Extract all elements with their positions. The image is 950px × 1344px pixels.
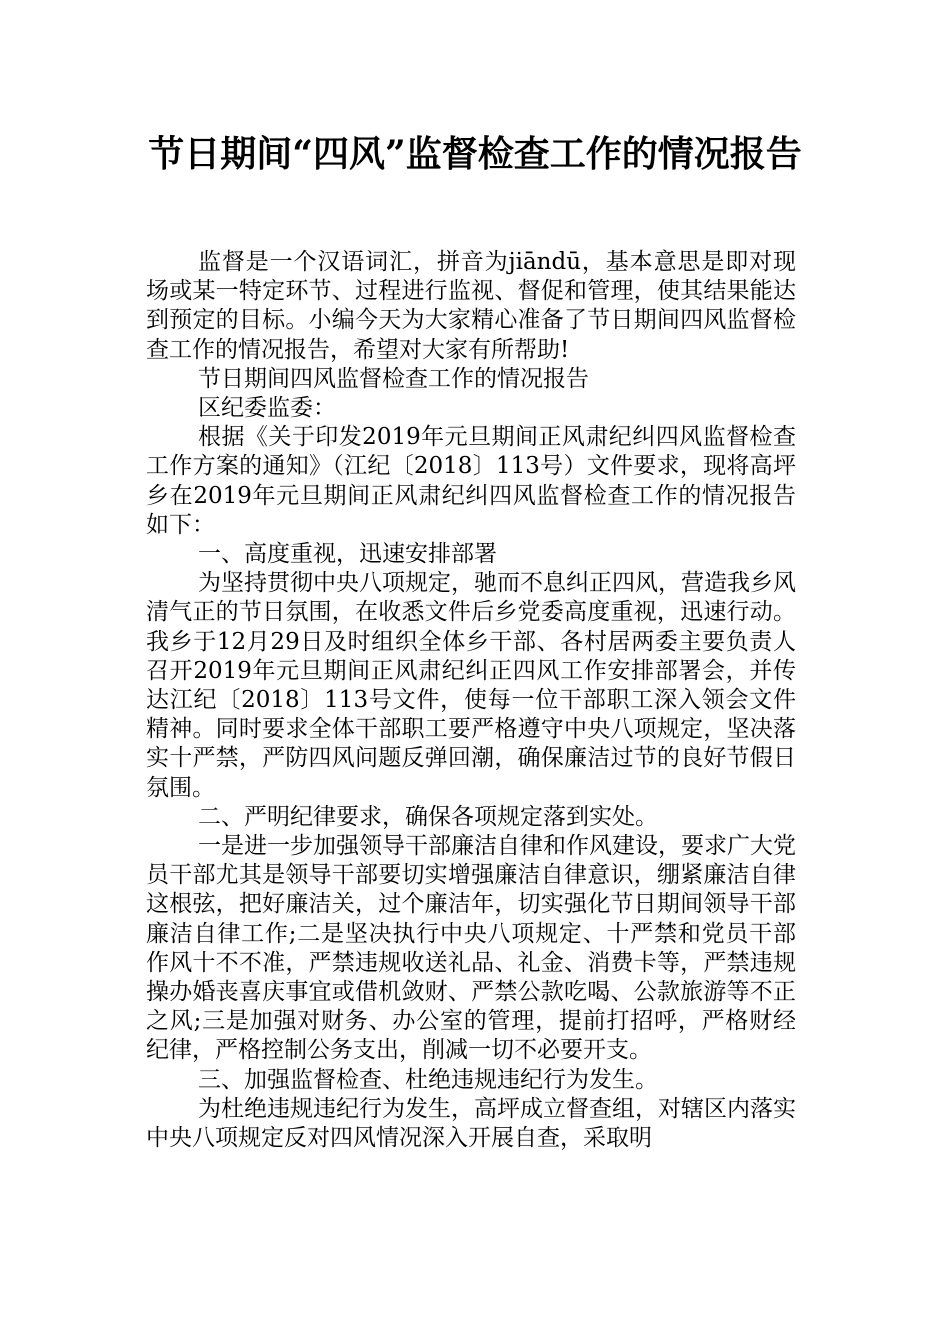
- paragraph-section-2: 一是进一步加强领导干部廉洁自律和作风建设，要求广大党员干部尤其是领导干部要切实增强廉洁自律意识，绷紧廉洁自律这根弦，把好廉洁关，过个廉洁年，切实强化节日期间领导干部廉洁自律工作;二是坚决执行中央八项规定、十严禁和党员干部作风十不不准，严禁违规收送礼品、礼金、消费卡等，严禁违规操办婚丧喜庆事宜或借机敛财、严禁公款吃喝、公款旅游等不正之风;三是加强对财务、办公室的管理，提前打招呼，严格财经纪律，严格控制公务支出，削减一切不必要开支。: [146, 833, 796, 1064]
- paragraph-section-3: 为杜绝违规违纪行为发生，高坪成立督查组，对辖区内落实中央八项规定反对四风情况深入开展自查，采取明: [146, 1095, 796, 1152]
- paragraph-addressee: 区纪委监委：: [198, 395, 336, 422]
- document-title: 节日期间“四风”监督检查工作的情况报告: [148, 133, 802, 175]
- section-heading-2: 二、严明纪律要求，确保各项规定落到实处。: [198, 803, 658, 830]
- paragraph-section-1: 为坚持贯彻中央八项规定，驰而不息纠正四风，营造我乡风清气正的节日氛围，在收悉文件后乡党委高度重视，迅速行动。我乡于12月29日及时组织全体乡干部、各村居两委主要负责人召开2019年元旦期间正风肃纪纠正四风工作安排部署会，并传达江纪〔2018〕113号文件，使每一位干部职工深入领会文件精神。同时要求全体干部职工要严格遵守中央八项规定，坚决落实十严禁，严防四风问题反弹回潮，确保廉洁过节的良好节假日氛围。: [146, 570, 796, 801]
- paragraph-report-title: 节日期间四风监督检查工作的情况报告: [198, 365, 589, 392]
- section-heading-3: 三、加强监督检查、杜绝违规违纪行为发生。: [198, 1066, 658, 1093]
- paragraph-basis: 根据《关于印发2019年元旦期间正风肃纪纠四风监督检查工作方案的通知》（江纪〔2018〕113号）文件要求，现将高坪乡在2019年元旦期间正风肃纪纠四风监督检查工作的情况报告如下：: [146, 424, 796, 538]
- section-heading-1: 一、高度重视，迅速安排部署: [198, 541, 497, 568]
- document-body: [146, 248, 796, 1153]
- paragraph-intro: 监督是一个汉语词汇，拼音为jiāndū，基本意思是即对现场或某一特定环节、过程进行监视、督促和管理，使其结果能达到预定的目标。小编今天为大家精心准备了节日期间四风监督检查工作的情况报告，希望对大家有所帮助!: [146, 249, 796, 363]
